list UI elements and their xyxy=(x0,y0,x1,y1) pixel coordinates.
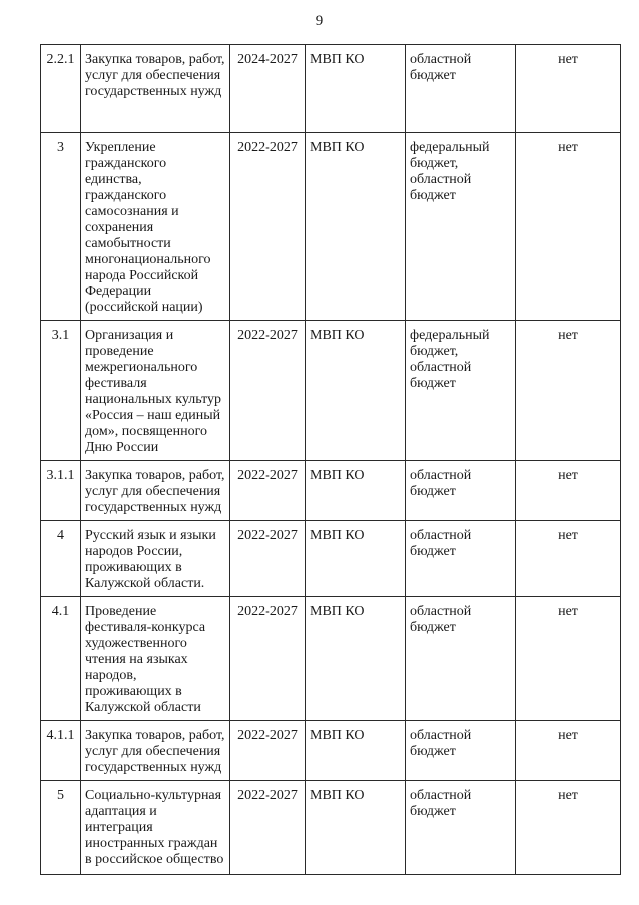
row-funding-source: областной бюджет xyxy=(406,721,516,781)
row-executor: МВП КО xyxy=(306,781,406,875)
row-name: Проведение фестиваля-конкурса художественного чтения на языках народов, проживающих в Калужской области xyxy=(81,597,230,721)
row-number: 4 xyxy=(41,521,81,597)
row-number: 5 xyxy=(41,781,81,875)
row-funding-source: областной бюджет xyxy=(406,45,516,133)
row-flag: нет xyxy=(516,781,621,875)
row-period: 2024-2027 xyxy=(230,45,306,133)
row-period: 2022-2027 xyxy=(230,461,306,521)
row-executor: МВП КО xyxy=(306,461,406,521)
row-number: 4.1 xyxy=(41,597,81,721)
row-executor: МВП КО xyxy=(306,597,406,721)
table-row xyxy=(41,521,621,597)
row-number: 3.1 xyxy=(41,321,81,461)
row-executor: МВП КО xyxy=(306,321,406,461)
row-period: 2022-2027 xyxy=(230,521,306,597)
program-table xyxy=(40,44,621,875)
row-funding-source: областной бюджет xyxy=(406,781,516,875)
table-row xyxy=(41,721,621,781)
row-name: Закупка товаров, работ, услуг для обеспечения государственных нужд xyxy=(81,461,230,521)
row-name: Русский язык и языки народов России, проживающих в Калужской области. xyxy=(81,521,230,597)
row-period: 2022-2027 xyxy=(230,321,306,461)
row-executor: МВП КО xyxy=(306,133,406,321)
row-name: Организация и проведение межрегионального фестиваля национальных культур «Россия – наш единый дом», посвященного Дню России xyxy=(81,321,230,461)
table-row xyxy=(41,781,621,875)
table-row xyxy=(41,597,621,721)
row-flag: нет xyxy=(516,721,621,781)
table-row xyxy=(41,45,621,133)
row-funding-source: областной бюджет xyxy=(406,521,516,597)
row-name: Закупка товаров, работ, услуг для обеспечения государственных нужд xyxy=(81,721,230,781)
row-number: 3.1.1 xyxy=(41,461,81,521)
row-executor: МВП КО xyxy=(306,721,406,781)
row-funding-source: областной бюджет xyxy=(406,597,516,721)
page-number: 9 xyxy=(315,13,324,29)
table-row xyxy=(41,461,621,521)
row-flag: нет xyxy=(516,521,621,597)
row-number: 2.2.1 xyxy=(41,45,81,133)
row-flag: нет xyxy=(516,321,621,461)
row-executor: МВП КО xyxy=(306,521,406,597)
row-period: 2022-2027 xyxy=(230,133,306,321)
row-funding-source: федеральный бюджет, областной бюджет xyxy=(406,133,516,321)
row-name: Социально-культурная адаптация и интеграция иностранных граждан в российское общество xyxy=(81,781,230,875)
table-row xyxy=(41,133,621,321)
row-funding-source: федеральный бюджет, областной бюджет xyxy=(406,321,516,461)
row-flag: нет xyxy=(516,461,621,521)
row-executor: МВП КО xyxy=(306,45,406,133)
row-number: 3 xyxy=(41,133,81,321)
row-flag: нет xyxy=(516,133,621,321)
row-name: Укрепление гражданского единства, гражданского самосознания и сохранения самобытности многонационального народа Российской Федерации (российской нации) xyxy=(81,133,230,321)
row-name: Закупка товаров, работ, услуг для обеспечения государственных нужд xyxy=(81,45,230,133)
row-funding-source: областной бюджет xyxy=(406,461,516,521)
row-flag: нет xyxy=(516,45,621,133)
row-period: 2022-2027 xyxy=(230,721,306,781)
row-period: 2022-2027 xyxy=(230,597,306,721)
row-number: 4.1.1 xyxy=(41,721,81,781)
table-row xyxy=(41,321,621,461)
row-flag: нет xyxy=(516,597,621,721)
row-period: 2022-2027 xyxy=(230,781,306,875)
